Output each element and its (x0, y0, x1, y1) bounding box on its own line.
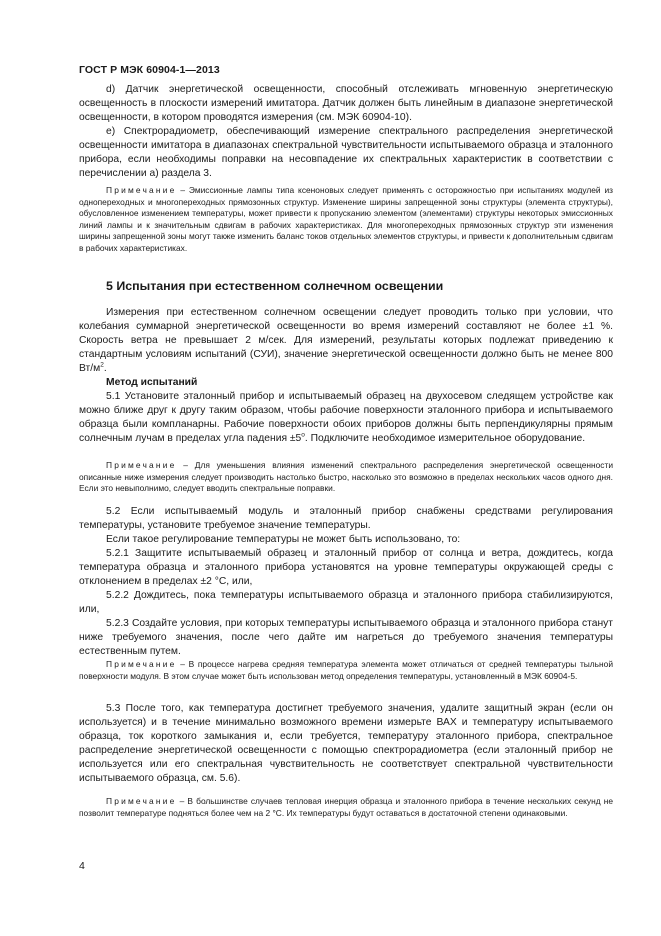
clause-5-2 (79, 505, 613, 659)
note-label: Примечание (106, 460, 177, 470)
note-1 (79, 185, 613, 255)
note-label: Примечание (106, 185, 177, 195)
section-heading: 5 Испытания при естественном солнечном освещении (106, 279, 444, 293)
intro-end: . (103, 363, 107, 374)
intro-superscript: 2 (100, 361, 104, 369)
clause-5-1-end: . Подключите необходимое измерительное оборудование. (304, 433, 586, 444)
item-e-text: е) Спектрорадиометр, обеспечивающий измерение спектрального распределения энергетической освещенности имитатора в диапазонах спектральной чувствительности испытываемого образца и эталонного прибора, если необходимы поправки на несовпадение их спектральных характеристик в соответствии с перечислении а) раздела 3. (79, 126, 613, 179)
clause-5-2-2-text: 5.2.2 Дождитесь, пока температуры испытываемого образца и эталонного прибора стабилизируются, или, (79, 590, 613, 615)
document-header: ГОСТ Р МЭК 60904-1—2013 (79, 64, 220, 76)
section-title (79, 279, 613, 293)
note-label: Примечание (106, 796, 177, 806)
item-d-text: d) Датчик энергетической освещенности, способный отслеживать мгновенную энергетическую освещенность в плоскости измерений имитатора. Датчик должен быть линейным в диапазоне энергетической освещенности, в котором проводятся измерения (см. МЭК 60904-10). (79, 84, 613, 123)
clause-5-3 (79, 702, 613, 786)
note-dash: – (176, 185, 189, 195)
note-1-text: Эмиссионные лампы типа ксеноновых следует применять с осторожностью при испытаниях модулей из одноперехoдных и многопереходных прямозонных структур. Изменение ширины запрещенной зоны структуры (элемента структуры), обусловленное изменением температуры, может привести к пропусканию элементом (элементами) структуры некоторых эмиссионных линий лампы и к значительным сдвигам в рабочих характеристиках. Для многопереходных прямозонных структур эти изменения ширины запрещенной зоны могут также изменить баланс токов отдельных элементов структуры, и привести к дополнительным сдвигам в рабочих характеристиках. (79, 185, 613, 253)
clause-5-2-text: 5.2 Если испытываемый модуль и эталонный прибор снабжены средствами регулирования температуры, установите требуемое значение температуры. (79, 506, 613, 531)
note-2-text: Для уменьшения влияния изменений спектрального распределения энергетической освещенности описанные ниже измерения следует производить настолько быстро, насколько это возможно в пределах нескольких часов одного дня. Если это невыполнимо, следует вводить спектральные поправки. (79, 460, 614, 494)
note-dash: – (176, 796, 188, 806)
note-3 (79, 659, 613, 682)
clause-5-3-text: 5.3 После того, как температура достигнет требуемого значения, удалите защитный экран (если он используется) и в течение минимально возможного времени измерьте ВАХ и температуру испытываемого образца, ток короткого замыкания и, если требуется, температуру эталонного прибора, спектральное распределение энергетической освещенности с помощью спектрорадиометра (если эталонный прибор не используется или его спектральная чувствительность не соответствует спектральной чувствительности испытываемого образца, см. 5.6). (79, 703, 613, 784)
section-intro (79, 306, 613, 446)
note-4 (79, 796, 613, 819)
note-3-text: В процессе нагрева средняя температура элемента может отличаться от средней температуры тыльной поверхности модуля. В этом случае может быть использован метод определения температуры, установленный в МЭК 60904-5. (79, 659, 614, 681)
intro-text: Измерения при естественном солнечном освещении следует проводить только при условии, что колебания суммарной энергетической освещенности во время измерений составляют не более ±1 %. Скорость ветра не превышает 2 м/сек. Для измерений, результаты которых подлежат приведению к стандартным условиям испытаний (СУИ), значение энергетической освещенности должно быть не менее 800 Вт/м (79, 307, 613, 374)
page-number: 4 (79, 860, 85, 872)
clause-5-2-3-text: 5.2.3 Создайте условия, при которых температуры испытываемого образца и эталонного прибора станут ниже требуемого значения, после чего дайте им нагреться до требуемого значения температуры естественным путем. (79, 618, 613, 657)
note-2 (79, 460, 613, 495)
clause-5-2-continuation: Если такое регулирование температуры не может быть использовано, то: (106, 534, 461, 545)
clause-5-2-1-text: 5.2.1 Защитите испытываемый образец и эталонный прибор от солнца и ветра, дождитесь, когда температура образца и эталонного прибора установятся на уровне температуры окружающей среды с отклонением в пределах ±2 °С, или, (79, 548, 613, 587)
note-4-text: В большинстве случаев тепловая инерция образца и эталонного прибора в течение нескольких секунд не позволит температуре подняться более чем на 2 °С. Их температуры будут оставаться в достаточной степени одинаковыми. (79, 796, 613, 818)
method-heading: Метод испытаний (106, 377, 198, 388)
note-dash: – (176, 460, 195, 470)
note-label: Примечание (106, 659, 177, 669)
note-dash: – (176, 659, 189, 669)
item-e (79, 125, 613, 181)
degree-superscript: o (301, 431, 305, 439)
item-d (79, 83, 613, 125)
clause-5-1-text: 5.1 Установите эталонный прибор и испытываемый образец на двухосевом следящем устройстве как можно ближе друг к другу таким образом, чтобы рабочие поверхности эталонного прибора и испытываемого образца были компланарны. Рабочие поверхности обоих приборов должны быть перпендикулярны прямым солнечным лучам в пределах угла падения ±5 (79, 391, 613, 444)
